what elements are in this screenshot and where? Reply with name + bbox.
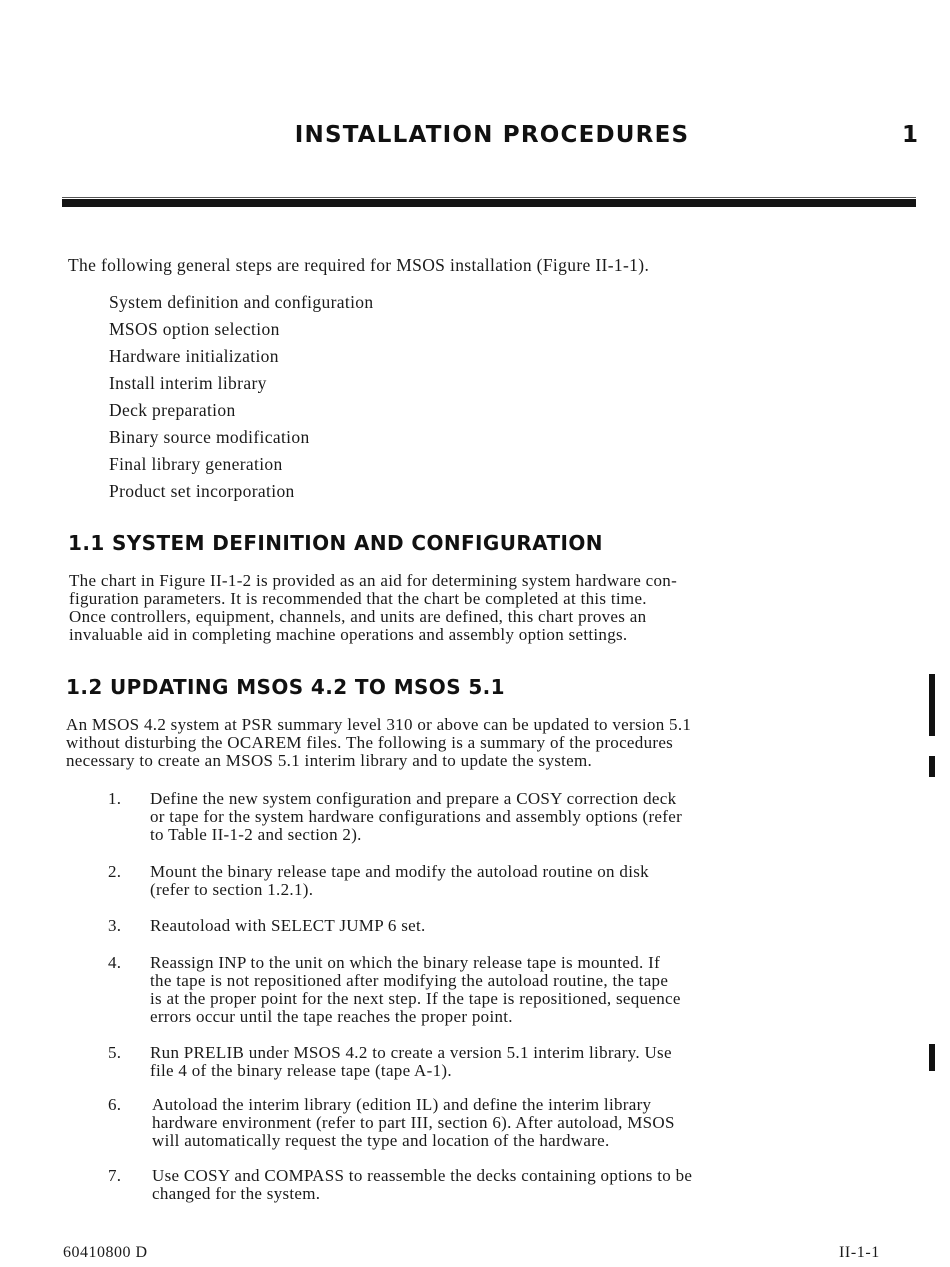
intro-paragraph: The following general steps are required for MSOS installation (Figure II-1-1). [68,255,650,275]
procedure-line: file 4 of the binary release tape (tape A-1). [150,1061,452,1080]
procedure-line: Define the new system configuration and prepare a COSY correction deck [150,789,677,808]
procedure-line: Autoload the interim library (edition IL) and define the interim library [152,1095,652,1114]
change-bar [929,674,935,736]
paragraph-line: figuration parameters. It is recommended that the chart be completed at this time. [69,589,647,608]
procedure-line: Reautoload with SELECT JUMP 6 set. [150,916,426,935]
procedure-number: 5. [108,1043,122,1062]
change-bar [929,1044,935,1071]
procedure-line: hardware environment (refer to part III, section 6). After autoload, MSOS [152,1113,675,1132]
procedure-line: to Table II-1-2 and section 2). [150,825,362,844]
general-steps-list [109,292,374,508]
procedure-line: the tape is not repositioned after modifying the autoload routine, the tape [150,971,669,990]
list-item: System definition and configuration [109,292,374,312]
list-item: Deck preparation [109,400,236,420]
procedure-number: 1. [108,789,122,808]
procedure-number: 6. [108,1095,122,1114]
list-item: Hardware initialization [109,346,279,366]
procedure-line: Use COSY and COMPASS to reassemble the decks containing options to be [152,1166,693,1185]
procedure-line: is at the proper point for the next step. If the tape is repositioned, sequence [150,989,681,1008]
procedure-line: will automatically request the type and location of the hardware. [152,1131,610,1150]
document-number: 60410800 D [63,1244,148,1261]
paragraph-line: Once controllers, equipment, channels, and units are defined, this chart proves an [69,607,647,626]
header-rule [62,199,916,207]
procedure-line: Reassign INP to the unit on which the binary release tape is mounted. If [150,953,661,972]
paragraph-line: invaluable aid in completing machine operations and assembly option settings. [69,625,628,644]
list-item: Product set incorporation [109,481,295,501]
list-item: Final library generation [109,454,283,474]
paragraph-line: An MSOS 4.2 system at PSR summary level 310 or above can be updated to version 5.1 [66,715,692,734]
procedure-number: 3. [108,916,122,935]
section-1-2-paragraph [66,716,914,770]
list-item: MSOS option selection [109,319,280,339]
procedure-line: (refer to section 1.2.1). [150,880,314,899]
procedure-line: Mount the binary release tape and modify the autoload routine on disk [150,862,649,881]
list-item: Install interim library [109,373,267,393]
section-1-2-heading: 1.2 UPDATING MSOS 4.2 TO MSOS 5.1 [66,675,506,699]
procedure-line: errors occur until the tape reaches the proper point. [150,1007,513,1026]
section-1-1-heading: 1.1 SYSTEM DEFINITION AND CONFIGURATION [68,531,603,555]
change-bar [929,756,935,777]
chapter-title: INSTALLATION PROCEDURES [294,122,690,148]
section-1-1-paragraph [69,572,915,644]
procedure-line: changed for the system. [152,1184,321,1203]
procedure-number: 7. [108,1166,122,1185]
procedure-line: or tape for the system hardware configurations and assembly options (refer [150,807,683,826]
paragraph-line: The chart in Figure II-1-2 is provided as an aid for determining system hardware con- [69,571,678,590]
paragraph-line: without disturbing the OCAREM files. The following is a summary of the procedures [66,733,674,752]
paragraph-line: necessary to create an MSOS 5.1 interim library and to update the system. [66,751,593,770]
procedure-line: Run PRELIB under MSOS 4.2 to create a version 5.1 interim library. Use [150,1043,672,1062]
page-number: II-1-1 [839,1244,880,1261]
list-item: Binary source modification [109,427,310,447]
procedure-number: 4. [108,953,122,972]
header-rule-thin [62,197,916,198]
chapter-number: 1 [902,122,919,148]
procedure-number: 2. [108,862,122,881]
